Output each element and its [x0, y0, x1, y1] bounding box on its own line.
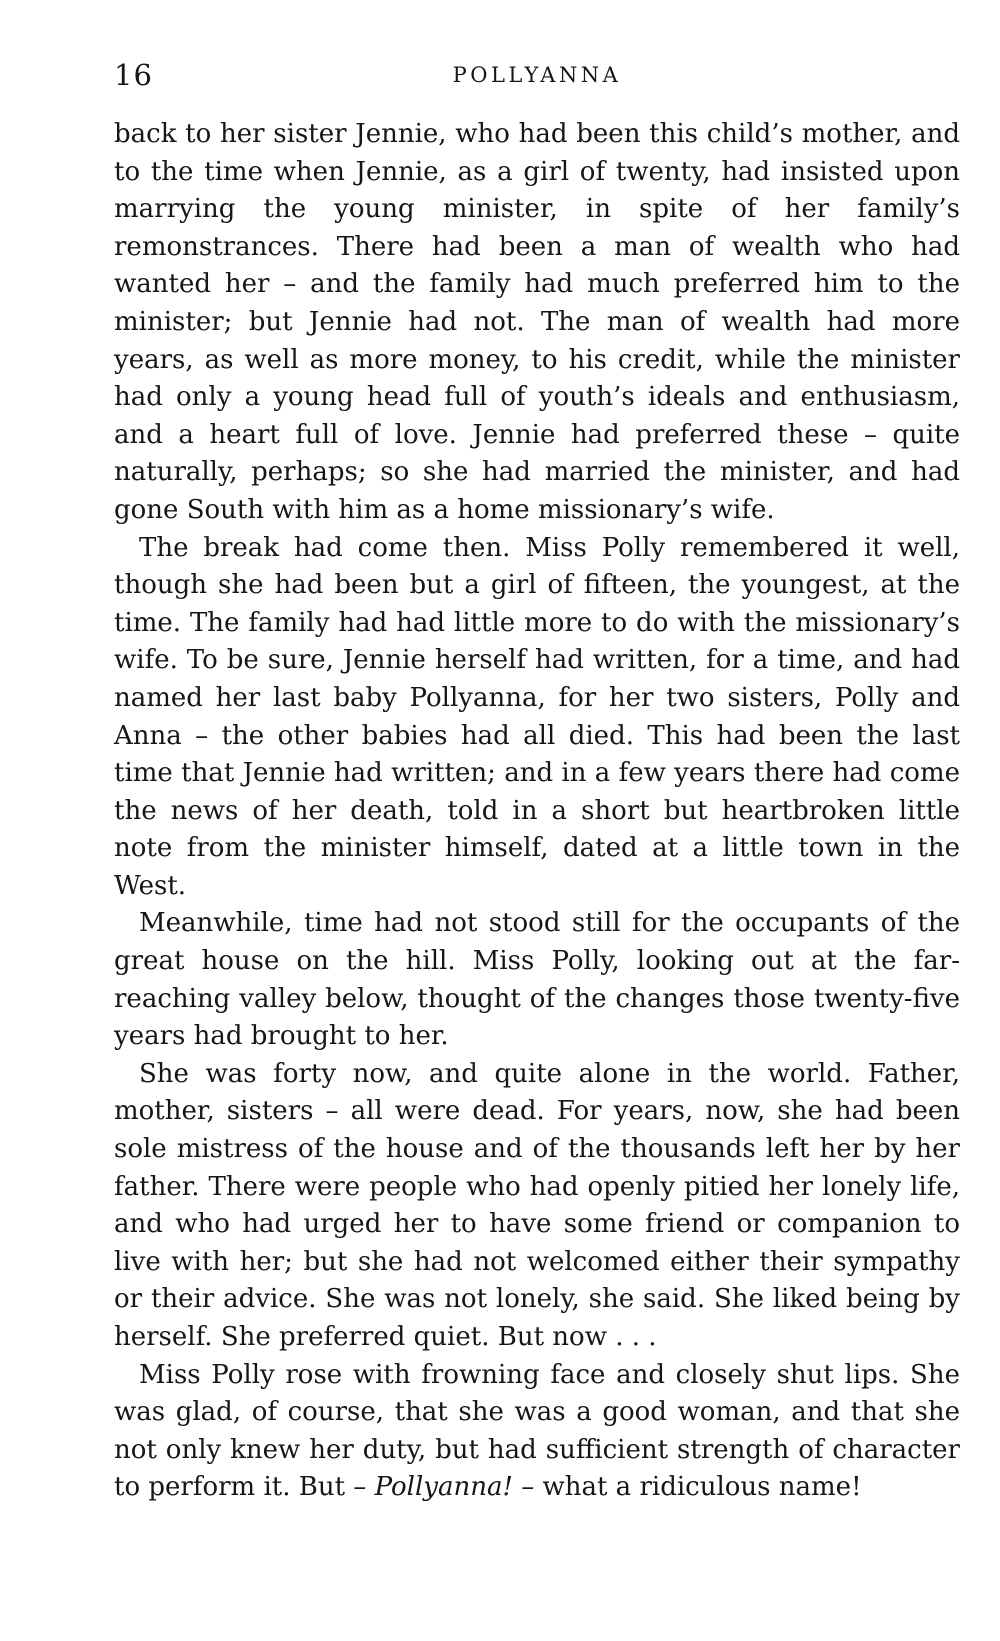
running-head — [114, 58, 960, 98]
page-number: 16 — [114, 58, 153, 92]
paragraph: She was forty now, and quite alone in the world. Father, mother, sisters – all were dead. For years, now, she had been sole mistress of the house and of the thousands left her by her father. There were people who had openly pitied her lonely life, and who had urged her to have some friend or companion to live with her; but she had not welcomed either their sympathy or their advice. She was not lonely, she said. She liked being by herself. She preferred quiet. But now . . . — [114, 1058, 960, 1352]
paragraph-final — [114, 1357, 960, 1507]
body-text — [114, 116, 960, 1507]
emphasized-name: Pollyanna! — [374, 1472, 513, 1503]
paragraph: The break had come then. Miss Polly remembered it well, though she had been but a girl of fifteen, the youngest, at the time. The family had had little more to do with the missionary’s wife. To be sure, Jennie herself had written, for a time, and had named her last baby Pollyanna, for her two sisters, Polly and Anna – the other babies had all died. This had been the last time that Jennie had written; and in a few years there had come the news of her death, told in a short but heartbroken little note from the minister himself, dated at a little town in the West. — [114, 532, 960, 901]
paragraph-final-text-before: Miss Polly rose with frowning face and closely shut lips. She was glad, of course, that she was a good woman, and that she not only knew her duty, but had sufficient strength of character to perform it. But – — [114, 1359, 960, 1503]
book-title: POLLYANNA — [452, 63, 622, 87]
paragraph-final-text-after: – what a ridiculous name! — [512, 1472, 862, 1503]
paragraph-continued: back to her sister Jennie, who had been this child’s mother, and to the time when Jennie, as a girl of twenty, had insisted upon marrying the young minister, in spite of her family’s remonstrances. There had been a man of wealth who had wanted her – and the family had much preferred him to the minister; but Jennie had not. The man of wealth had more years, as well as more money, to his credit, while the minister had only a young head full of youth’s ideals and enthusiasm, and a heart full of love. Jennie had preferred these – quite naturally, perhaps; so she had married the minister, and had gone South with him as a home missionary’s wife. — [114, 119, 960, 525]
paragraph: Meanwhile, time had not stood still for the occupants of the great house on the hill. Miss Polly, looking out at the far-reaching valley below, thought of the changes those twenty-five years had brought to her. — [114, 908, 960, 1052]
